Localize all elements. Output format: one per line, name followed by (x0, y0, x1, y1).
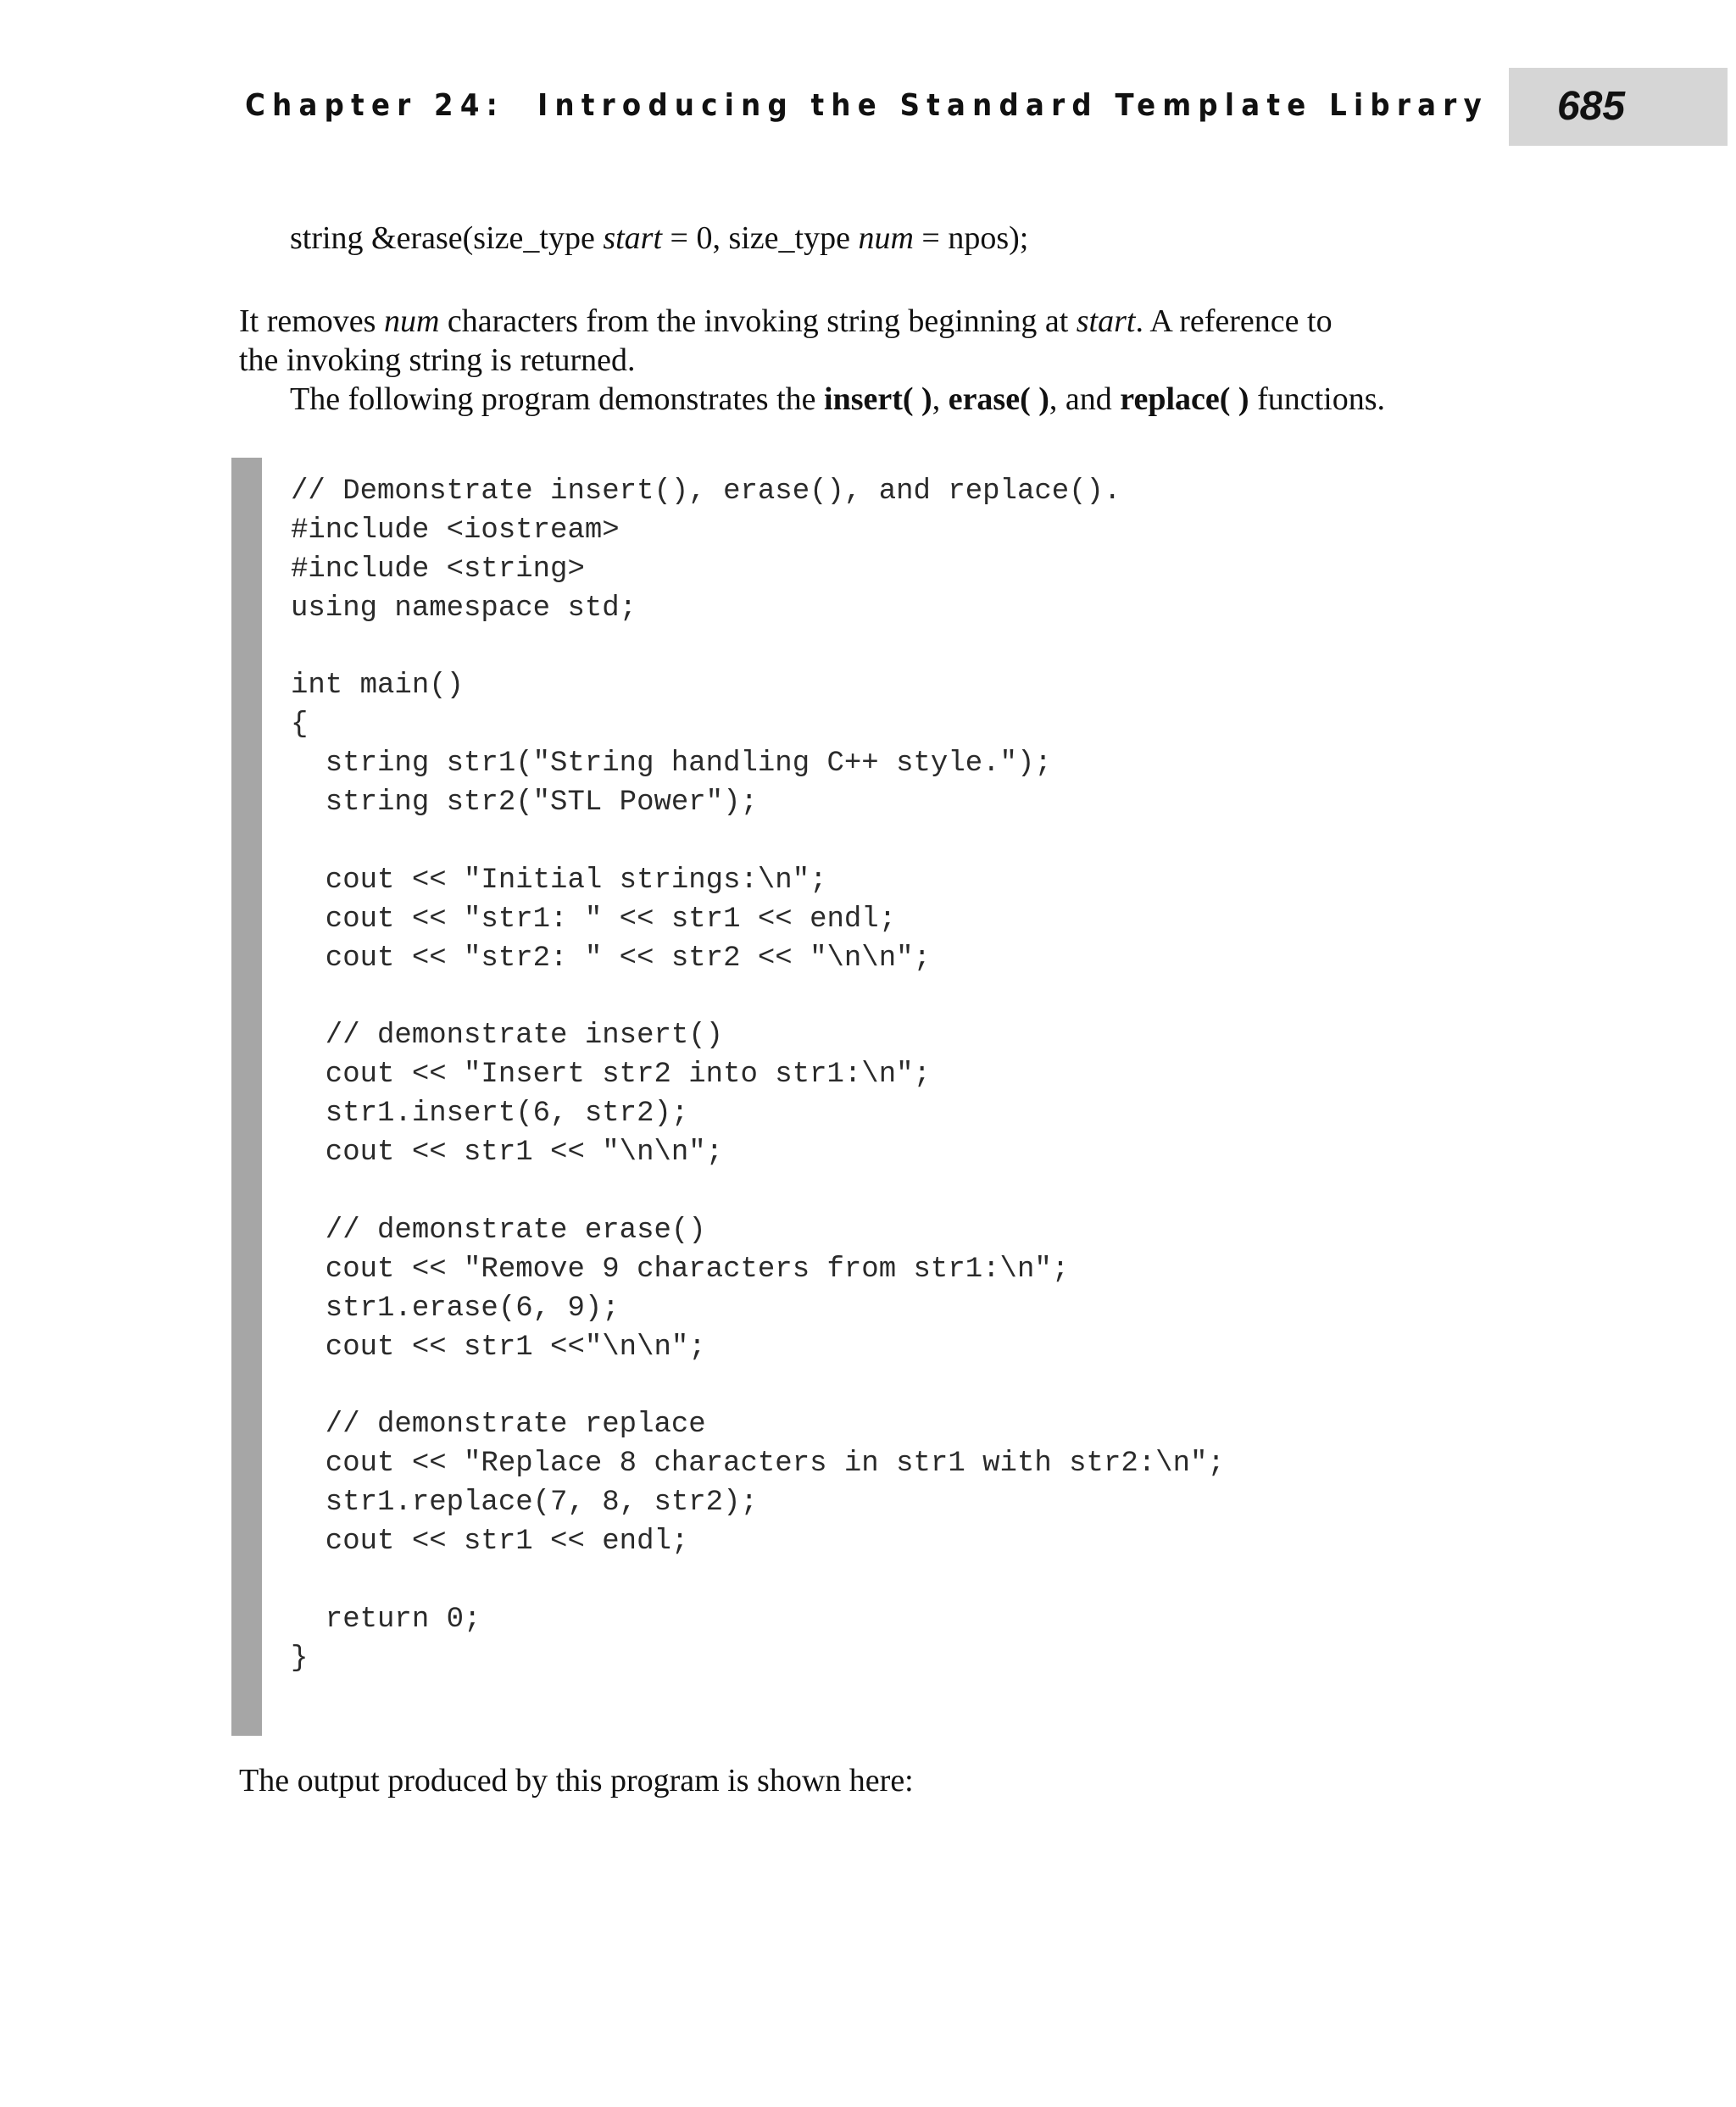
code-line: using namespace std; (291, 592, 637, 625)
code-line: // demonstrate insert() (291, 1020, 724, 1053)
code-line: cout << "Replace 8 characters in str1 with str2:\n"; (291, 1448, 1225, 1481)
param-num: num (383, 303, 440, 339)
prototype-param-num: num (858, 220, 914, 256)
code-line: string str2("STL Power"); (291, 787, 758, 820)
code-line: cout << "Initial strings:\n"; (291, 864, 827, 897)
prototype-text: string &erase(size_type (290, 220, 604, 256)
chapter-title: Chapter 24: Introducing the Standard Template Library (245, 88, 1488, 123)
text-run: It removes (239, 303, 384, 339)
page-number-box (1509, 68, 1728, 146)
prototype-param-start: start (603, 220, 663, 256)
param-start: start (1076, 303, 1136, 339)
text-run: The following program demonstrates the (290, 381, 825, 417)
code-line: string str1("String handling C++ style."); (291, 748, 1052, 781)
function-name-erase: erase( ) (948, 381, 1049, 417)
output-intro-paragraph: The output produced by this program is shown here: (239, 1763, 914, 1798)
text-run: , and (1049, 381, 1121, 417)
code-line: } (291, 1642, 309, 1675)
code-line (291, 979, 1225, 1018)
erase-description-paragraph (239, 302, 1333, 380)
paragraph-line (239, 302, 1333, 341)
code-line: // demonstrate replace (291, 1409, 706, 1442)
code-line: cout << "Remove 9 characters from str1:\n"; (291, 1253, 1070, 1286)
code-line: cout << "Insert str2 into str1:\n"; (291, 1059, 931, 1092)
function-name-insert: insert( ) (824, 381, 932, 417)
erase-prototype (290, 219, 1028, 258)
page-number: 685 (1556, 84, 1626, 129)
code-line (291, 823, 1225, 862)
code-line: #include <string> (291, 553, 585, 586)
code-line: str1.replace(7, 8, str2); (291, 1487, 758, 1520)
code-line: return 0; (291, 1603, 481, 1636)
text-run: functions. (1249, 381, 1385, 417)
prototype-text: = 0, size_type (662, 220, 859, 256)
code-line: str1.erase(6, 9); (291, 1292, 620, 1325)
code-listing (291, 473, 1225, 1679)
code-line (291, 1173, 1225, 1212)
running-head (0, 68, 1736, 146)
paragraph-line: the invoking string is returned. (239, 342, 636, 378)
code-line (291, 1562, 1225, 1601)
code-line: int main() (291, 670, 465, 703)
text-run: , (932, 381, 949, 417)
code-line: // demonstrate erase() (291, 1214, 706, 1247)
code-line: cout << "str1: " << str1 << endl; (291, 903, 897, 936)
code-line: cout << "str2: " << str2 << "\n\n"; (291, 942, 931, 975)
code-line (291, 629, 1225, 668)
code-line: { (291, 709, 309, 742)
code-line: cout << str1 << "\n\n"; (291, 1137, 724, 1170)
code-line: cout << str1 << endl; (291, 1526, 689, 1559)
code-line: cout << str1 <<"\n\n"; (291, 1331, 706, 1364)
code-line: str1.insert(6, str2); (291, 1098, 689, 1131)
program-intro-paragraph (290, 380, 1385, 419)
text-run: characters from the invoking string beginning at (439, 303, 1077, 339)
text-run: . A reference to (1135, 303, 1333, 339)
function-name-replace: replace( ) (1120, 381, 1249, 417)
code-listing-bar (231, 458, 262, 1736)
prototype-text: = npos); (913, 220, 1029, 256)
code-line: // Demonstrate insert(), erase(), and replace(). (291, 475, 1121, 508)
code-line: #include <iostream> (291, 514, 620, 547)
code-line (291, 1367, 1225, 1406)
